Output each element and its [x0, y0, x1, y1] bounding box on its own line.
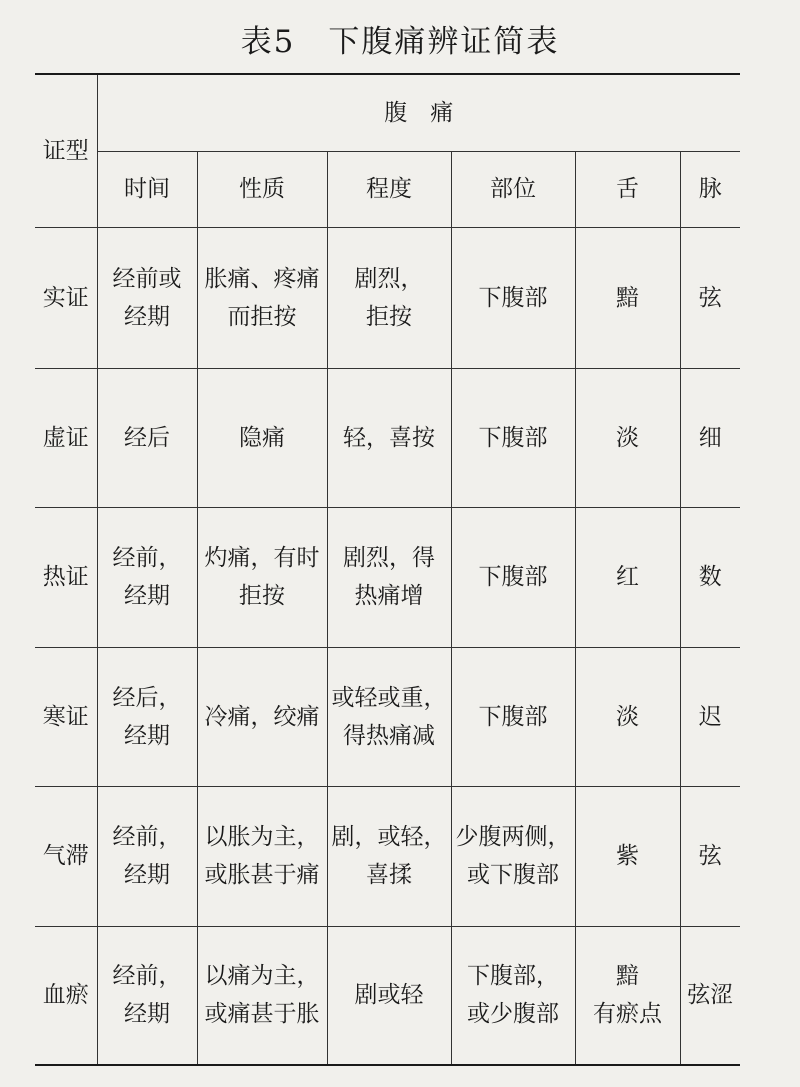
- cell-line: 气滞: [42, 843, 89, 869]
- cell-line: 胀痛、疼痛: [204, 265, 320, 292]
- table-row: [35, 926, 740, 1065]
- cell-line: 虚证: [42, 424, 89, 451]
- cell-line: 经期: [124, 303, 170, 330]
- cell-line: 下腹部: [478, 703, 548, 730]
- row-tongue: [575, 227, 680, 368]
- row-pulse: [680, 926, 740, 1065]
- cell-line: 下腹部，: [467, 963, 559, 990]
- row-tongue: [575, 368, 680, 507]
- cell-line: 少腹两侧，: [455, 824, 571, 850]
- row-pulse: [680, 507, 740, 647]
- cell-line: 血瘀: [42, 982, 89, 1009]
- row-location: [451, 507, 575, 647]
- row-time: [97, 647, 197, 786]
- row-pulse: [680, 368, 740, 507]
- cell-line: 下腹部: [478, 284, 548, 311]
- cell-line: 以痛为主，: [204, 963, 320, 990]
- row-degree: [327, 368, 451, 507]
- cell-line: 经期: [124, 1001, 170, 1028]
- cell-line: 下腹部: [478, 564, 548, 590]
- header-location: 部位: [451, 151, 575, 227]
- cell-line: 淡: [616, 703, 639, 730]
- differentiation-table: [35, 73, 740, 1066]
- cell-line: 经后，: [112, 684, 182, 711]
- row-type: [35, 227, 97, 368]
- cell-line: 以胀为主，: [204, 824, 320, 850]
- row-time: [97, 227, 197, 368]
- cell-line: 紫: [616, 843, 639, 869]
- cell-line: 剧烈，得: [343, 545, 435, 571]
- cell-line: 有瘀点: [593, 1001, 662, 1028]
- cell-line: 弦: [698, 843, 722, 869]
- cell-line: 弦: [698, 284, 722, 311]
- cell-line: 冷痛，绞痛: [204, 703, 320, 730]
- row-pulse: [680, 647, 740, 786]
- row-time: [97, 368, 197, 507]
- row-pulse: [680, 786, 740, 926]
- cell-line: 经前，: [112, 824, 182, 850]
- table-row: [35, 647, 740, 786]
- cell-line: 淡: [616, 424, 639, 451]
- cell-line: 或下腹部: [467, 862, 559, 888]
- cell-line: 经期: [124, 583, 170, 609]
- header-degree: 程度: [327, 151, 451, 227]
- table-row: [35, 786, 740, 926]
- cell-line: 轻，喜按: [343, 424, 435, 451]
- row-nature: [197, 227, 327, 368]
- row-location: [451, 368, 575, 507]
- cell-line: 隐痛: [239, 424, 285, 451]
- row-pulse: [680, 227, 740, 368]
- cell-line: 红: [616, 564, 639, 590]
- cell-line: 或胀甚于痛: [204, 862, 320, 888]
- row-nature: [197, 507, 327, 647]
- row-tongue: [575, 786, 680, 926]
- cell-line: 实证: [42, 284, 89, 311]
- row-location: [451, 227, 575, 368]
- row-degree: [327, 507, 451, 647]
- row-type: [35, 786, 97, 926]
- cell-line: 经前，: [112, 545, 182, 571]
- cell-line: 拒按: [239, 583, 285, 609]
- cell-line: 迟: [698, 703, 722, 730]
- cell-line: 黯: [616, 963, 639, 990]
- cell-line: 数: [698, 564, 722, 590]
- header-pulse: 脉: [680, 151, 740, 227]
- cell-line: 寒证: [42, 703, 89, 730]
- row-type: [35, 647, 97, 786]
- cell-line: 经期: [124, 722, 170, 749]
- header-group-abdominal-pain: 腹 痛: [97, 74, 740, 151]
- cell-line: 热证: [42, 564, 89, 590]
- row-location: [451, 926, 575, 1065]
- table-body: [35, 227, 740, 1065]
- row-type: [35, 507, 97, 647]
- row-degree: [327, 926, 451, 1065]
- row-tongue: [575, 926, 680, 1065]
- row-nature: [197, 926, 327, 1065]
- row-nature: [197, 647, 327, 786]
- cell-line: 弦涩: [687, 982, 734, 1009]
- cell-line: 细: [698, 424, 722, 451]
- cell-line: 拒按: [366, 303, 412, 330]
- cell-line: 而拒按: [227, 303, 297, 330]
- cell-line: 下腹部: [478, 424, 548, 451]
- row-nature: [197, 786, 327, 926]
- cell-line: 灼痛，有时: [204, 545, 320, 571]
- row-location: [451, 647, 575, 786]
- cell-line: 或少腹部: [467, 1001, 559, 1028]
- cell-line: 经后: [124, 424, 170, 451]
- table-row: [35, 368, 740, 507]
- header-time: 时间: [97, 151, 197, 227]
- row-tongue: [575, 507, 680, 647]
- header-tongue: 舌: [575, 151, 680, 227]
- cell-line: 或痛甚于胀: [204, 1001, 320, 1028]
- cell-line: 喜揉: [366, 862, 412, 888]
- cell-line: 热痛增: [354, 583, 424, 609]
- cell-line: 或轻或重，: [331, 684, 447, 711]
- cell-line: 剧或轻: [354, 982, 424, 1009]
- header-nature: 性质: [197, 151, 327, 227]
- cell-line: 经前，: [112, 963, 182, 990]
- cell-line: 经前或: [112, 265, 182, 292]
- row-type: [35, 368, 97, 507]
- header-type: 证型: [35, 74, 97, 227]
- cell-line: 经期: [124, 862, 170, 888]
- row-type: [35, 926, 97, 1065]
- row-degree: [327, 786, 451, 926]
- row-time: [97, 926, 197, 1065]
- cell-line: 黯: [616, 284, 639, 311]
- cell-line: 得热痛减: [343, 722, 435, 749]
- row-location: [451, 786, 575, 926]
- table-row: [35, 507, 740, 647]
- row-time: [97, 507, 197, 647]
- table-row: [35, 227, 740, 368]
- cell-line: 剧烈，: [354, 265, 424, 292]
- row-nature: [197, 368, 327, 507]
- cell-line: 剧，或轻，: [331, 824, 447, 850]
- row-tongue: [575, 647, 680, 786]
- row-time: [97, 786, 197, 926]
- row-degree: [327, 647, 451, 786]
- table-title: 表5 下腹痛辨证简表: [240, 24, 560, 60]
- row-degree: [327, 227, 451, 368]
